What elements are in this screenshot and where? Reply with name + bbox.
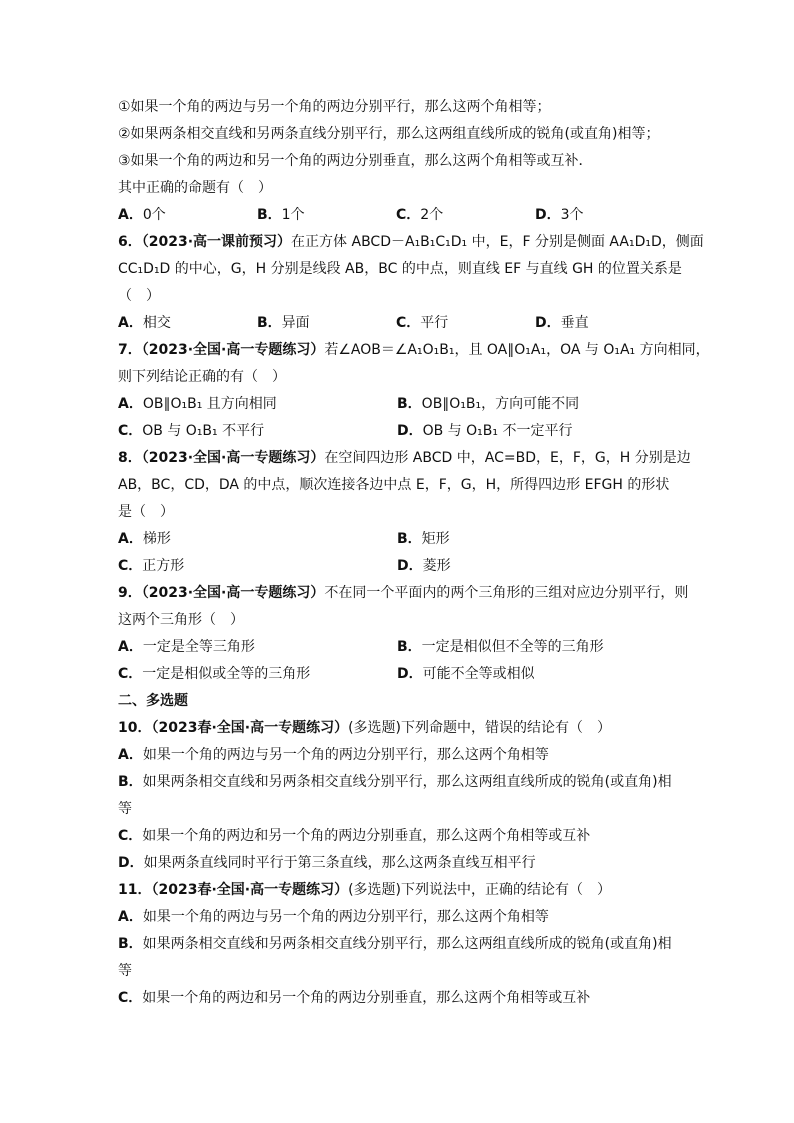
option-text: 正方形 [142, 558, 185, 574]
question-number: 6． [118, 234, 142, 250]
q10-option-b [118, 769, 688, 796]
q6-line-2: CC₁D₁D 的中心，G，H 分别是线段 AB，BC 的中点，则直线 EF 与直线 GH 的位置关系是 [118, 261, 682, 277]
q5-prompt: 其中正确的命题有（ ） [118, 180, 272, 196]
question-source: （2023·全国·高一专题练习） [141, 450, 325, 466]
option-label: D． [397, 666, 423, 682]
option-label: C． [118, 990, 143, 1006]
option-text: 0个 [142, 207, 166, 223]
option-label: B． [118, 774, 143, 790]
q9-option-a [118, 634, 397, 661]
q6-option-a [118, 310, 257, 337]
question-number: 7． [118, 342, 142, 358]
q5-option-d [535, 202, 674, 229]
q7-options-row-1 [118, 391, 688, 418]
q6-options [118, 310, 688, 337]
q7-line-1 [118, 337, 710, 364]
option-text: OB 与 O₁B₁ 不平行 [142, 423, 265, 439]
option-label: D． [535, 207, 561, 223]
option-label: B． [257, 207, 282, 223]
question-number: 9． [118, 585, 142, 601]
q8-option-b [397, 526, 676, 553]
q5-option-a [118, 202, 257, 229]
option-label: A． [118, 909, 143, 925]
q11-option-a [118, 904, 688, 931]
q9-line-1 [118, 580, 688, 607]
q7-line-2: 则下列结论正确的有（ ） [118, 369, 286, 385]
page-content [118, 94, 710, 1012]
q7-option-d [397, 418, 676, 445]
option-text: OB 与 O₁B₁ 不一定平行 [422, 423, 573, 439]
q6-line-1 [118, 229, 704, 256]
option-text: 异面 [281, 315, 310, 331]
q7-options-row-2 [118, 418, 688, 445]
question-text: 在正方体 ABCD－A₁B₁C₁D₁ 中，E，F 分别是侧面 AA₁D₁D，侧面 [291, 234, 704, 250]
option-text: 相交 [142, 315, 171, 331]
q9-options-row-1 [118, 634, 688, 661]
q7-option-a [118, 391, 397, 418]
option-text: 如果一个角的两边与另一个角的两边分别平行，那么这两个角相等 [142, 909, 549, 925]
option-text: 如果一个角的两边与另一个角的两边分别平行，那么这两个角相等 [142, 747, 549, 763]
option-label: D． [535, 315, 561, 331]
option-text: OB∥O₁B₁，方向可能不同 [421, 396, 580, 412]
q5-options [118, 202, 688, 229]
q7-option-b [397, 391, 676, 418]
q9-option-c [118, 661, 397, 688]
option-text: 如果两条相交直线和另两条相交直线分别平行，那么这两组直线所成的锐角(或直角)相 [142, 936, 672, 952]
option-label: A． [118, 207, 143, 223]
option-label: C． [396, 315, 421, 331]
option-text: 如果一个角的两边和另一个角的两边分别垂直，那么这两个角相等或互补 [142, 990, 591, 1006]
option-label: A． [118, 747, 143, 763]
q9-option-b [397, 634, 676, 661]
question-source: （2023春·全国·高一专题练习） [151, 720, 349, 736]
option-label: A． [118, 396, 143, 412]
question-source: （2023·高一课前预习） [141, 234, 292, 250]
option-text: 一定是相似但不全等的三角形 [421, 639, 604, 655]
section-title-multiple-choice: 二、多选题 [118, 693, 188, 709]
q8-line-3: 是（ ） [118, 504, 174, 520]
option-text: OB∥O₁B₁ 且方向相同 [142, 396, 277, 412]
q11-option-b-continued: 等 [118, 963, 132, 979]
question-source: （2023·全国·高一专题练习） [141, 342, 325, 358]
q10-option-a [118, 742, 688, 769]
option-text: 垂直 [560, 315, 589, 331]
q11-line-1 [118, 877, 688, 904]
question-text: 不在同一个平面内的两个三角形的三组对应边分别平行，则 [324, 585, 689, 601]
option-label: B． [397, 639, 422, 655]
option-text: 如果两条相交直线和另两条相交直线分别平行，那么这两组直线所成的锐角(或直角)相 [142, 774, 672, 790]
option-text: 2个 [420, 207, 444, 223]
question-text: 在空间四边形 ABCD 中，AC=BD，E，F，G，H 分别是边 [324, 450, 691, 466]
q9-options-row-2 [118, 661, 688, 688]
option-label: D． [397, 558, 423, 574]
option-label: B． [397, 531, 422, 547]
q7-option-c [118, 418, 397, 445]
q6-option-c [396, 310, 535, 337]
option-label: A． [118, 639, 143, 655]
option-label: C． [396, 207, 421, 223]
q5-option-b [257, 202, 396, 229]
option-text: 3个 [560, 207, 584, 223]
option-text: 如果一个角的两边和另一个角的两边分别垂直，那么这两个角相等或互补 [142, 828, 591, 844]
question-source: （2023春·全国·高一专题练习） [151, 882, 349, 898]
q6-option-b [257, 310, 396, 337]
q5-option-c [396, 202, 535, 229]
statement-3: ③如果一个角的两边和另一个角的两边分别垂直，那么这两个角相等或互补． [118, 153, 593, 169]
q9-line-2: 这两个三角形（ ） [118, 612, 244, 628]
option-label: C． [118, 828, 143, 844]
option-text: 矩形 [421, 531, 450, 547]
option-label: A． [118, 531, 143, 547]
option-label: D． [397, 423, 423, 439]
option-text: 一定是相似或全等的三角形 [142, 666, 311, 682]
q8-option-c [118, 553, 397, 580]
option-text: 平行 [420, 315, 449, 331]
option-text: 菱形 [422, 558, 451, 574]
q10-line-1 [118, 715, 688, 742]
q8-options-row-2 [118, 553, 688, 580]
option-label: D． [118, 855, 144, 871]
option-label: C． [118, 666, 143, 682]
option-label: C． [118, 558, 143, 574]
q6-line-3: （ ） [118, 288, 160, 304]
option-text: 梯形 [142, 531, 171, 547]
q8-option-a [118, 526, 397, 553]
q8-options-row-1 [118, 526, 688, 553]
option-text: 可能不全等或相似 [422, 666, 535, 682]
statement-1: ①如果一个角的两边与另一个角的两边分别平行，那么这两个角相等； [118, 99, 551, 115]
option-text: 如果两条直线同时平行于第三条直线，那么这两条直线互相平行 [143, 855, 536, 871]
q9-option-d [397, 661, 676, 688]
option-text: 1个 [281, 207, 305, 223]
statement-2: ②如果两条相交直线和另两条直线分别平行，那么这两组直线所成的锐角(或直角)相等； [118, 126, 660, 142]
question-number: 11． [118, 882, 152, 898]
option-text: 一定是全等三角形 [142, 639, 255, 655]
option-label: C． [118, 423, 143, 439]
q10-option-d [118, 850, 688, 877]
question-source: （2023·全国·高一专题练习） [141, 585, 325, 601]
question-text: (多选题)下列说法中，正确的结论有（ ） [348, 882, 612, 898]
q8-line-2: AB，BC，CD，DA 的中点，顺次连接各边中点 E，F，G，H，所得四边形 EFGH 的形状 [118, 477, 670, 493]
option-label: B． [397, 396, 422, 412]
q10-option-b-continued: 等 [118, 801, 132, 817]
q10-option-c [118, 823, 688, 850]
question-text: (多选题)下列命题中，错误的结论有（ ） [348, 720, 612, 736]
q11-option-c [118, 985, 688, 1012]
q8-option-d [397, 553, 676, 580]
option-label: B． [118, 936, 143, 952]
option-label: B． [257, 315, 282, 331]
q6-option-d [535, 310, 674, 337]
q11-option-b [118, 931, 688, 958]
q8-line-1 [118, 445, 691, 472]
question-text: 若∠AOB＝∠A₁O₁B₁，且 OA∥O₁A₁，OA 与 O₁A₁ 方向相同， [324, 342, 710, 358]
question-number: 10． [118, 720, 152, 736]
question-number: 8． [118, 450, 142, 466]
option-label: A． [118, 315, 143, 331]
